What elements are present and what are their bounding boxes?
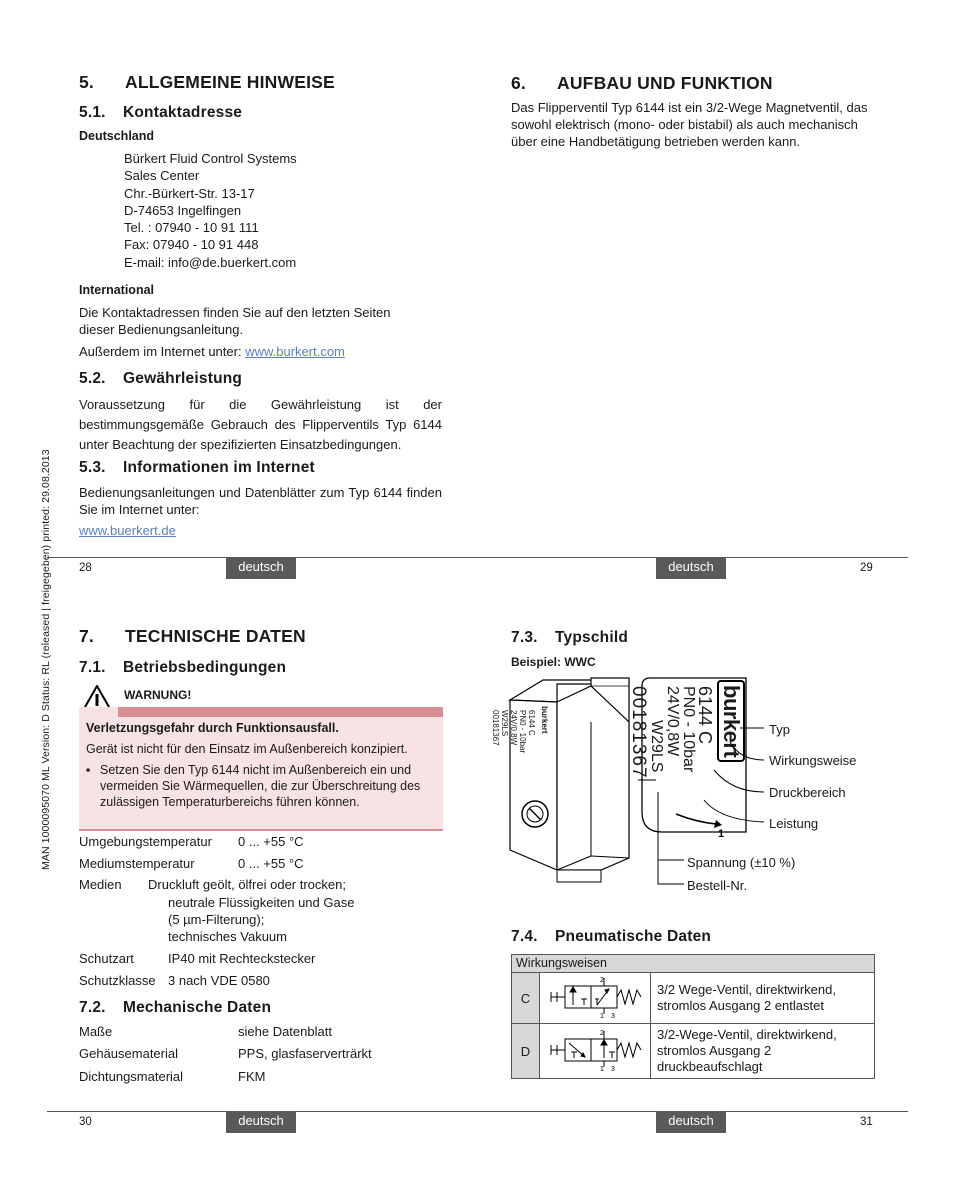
protection-value: IP40 mit Rechteckstecker bbox=[168, 951, 316, 966]
section-number: 5.1. bbox=[79, 104, 106, 121]
heading-7-2 bbox=[79, 999, 271, 1016]
mini-line: W29LS bbox=[500, 710, 509, 737]
function-description: 3/2 Wege-Ventil, direktwirkend, stromlos Ausgang 2 entlastet bbox=[651, 973, 875, 1024]
international-label: International bbox=[79, 283, 155, 297]
section-number: 5. bbox=[79, 72, 94, 92]
heading-section-6 bbox=[511, 75, 773, 92]
table-header: Wirkungsweisen bbox=[512, 955, 875, 973]
heading-5-1 bbox=[79, 104, 242, 121]
valve-symbol-c-icon bbox=[540, 973, 651, 1024]
plate-line-type: 6144 C bbox=[695, 686, 715, 745]
section-title: Informationen im Internet bbox=[123, 459, 315, 476]
condition-label: Umgebungstemperatur bbox=[79, 834, 212, 849]
burkert-com-link[interactable]: www.burkert.com bbox=[245, 344, 345, 359]
heading-7-3 bbox=[511, 629, 628, 646]
protection-class-value: 3 nach VDE 0580 bbox=[168, 973, 270, 988]
svg-text:2: 2 bbox=[600, 977, 604, 984]
address-line: D-74653 Ingelfingen bbox=[124, 202, 242, 218]
svg-text:3: 3 bbox=[611, 1013, 615, 1018]
address-line: Sales Center bbox=[124, 168, 200, 184]
svg-text:3: 3 bbox=[611, 1066, 615, 1071]
section-title: Betriebsbedingungen bbox=[123, 659, 287, 676]
function-text: Das Flipperventil Typ 6144 ist ein 3/2-Wege Magnetventil, das sowohl elektrisch (mono- oder bistabil) als auch mechanisch über eine Handbetätigung betrieben werden kann. bbox=[511, 100, 868, 149]
heading-section-5 bbox=[79, 74, 335, 91]
warning-label: WARNUNG! bbox=[124, 688, 192, 702]
svg-text:2: 2 bbox=[600, 1030, 604, 1037]
media-line: Druckluft geölt, ölfrei oder trocken; bbox=[148, 877, 346, 892]
mini-brand: burkert bbox=[540, 706, 549, 734]
footer-rule bbox=[47, 1111, 908, 1112]
section-number: 5.3. bbox=[79, 459, 106, 476]
section-number: 7.3. bbox=[511, 629, 538, 646]
section-title: Typschild bbox=[555, 629, 628, 646]
section-number: 7.4. bbox=[511, 928, 538, 945]
section-title: AUFBAU UND FUNKTION bbox=[557, 73, 773, 93]
address-line: Chr.-Bürkert-Str. 13-17 bbox=[124, 185, 255, 201]
page-number: 29 bbox=[860, 562, 873, 574]
mech-value: PPS, glasfaserverträrkt bbox=[238, 1046, 372, 1061]
section-title: Gewährleistung bbox=[123, 370, 243, 387]
protection-label: Schutzart bbox=[79, 951, 134, 966]
mech-value: FKM bbox=[238, 1069, 266, 1084]
footer-rule bbox=[47, 557, 908, 558]
buerkert-de-link[interactable]: www.buerkert.de bbox=[79, 523, 176, 538]
heading-5-3 bbox=[79, 459, 315, 476]
language-tab: deutsch bbox=[656, 1111, 726, 1133]
language-tab: deutsch bbox=[226, 557, 296, 579]
mini-line: 24V/0,8W bbox=[509, 710, 518, 746]
media-label: Medien bbox=[79, 877, 122, 892]
function-description: 3/2-Wege-Ventil, direktwirkend, stromlos Ausgang 2 druckbeaufschlagt bbox=[651, 1024, 875, 1079]
section-title: TECHNISCHE DATEN bbox=[125, 626, 306, 646]
svg-text:1: 1 bbox=[718, 828, 725, 840]
heading-5-2 bbox=[79, 370, 242, 387]
heading-section-7 bbox=[79, 628, 306, 645]
bullet-icon: ▪ bbox=[86, 763, 91, 777]
mech-value: siehe Datenblatt bbox=[238, 1024, 332, 1039]
function-code: D bbox=[512, 1024, 540, 1079]
section-number: 6. bbox=[511, 73, 526, 93]
language-tab: deutsch bbox=[226, 1111, 296, 1133]
mech-label: Gehäusematerial bbox=[79, 1046, 178, 1061]
heading-7-4 bbox=[511, 928, 711, 945]
page-number: 31 bbox=[860, 1116, 873, 1128]
svg-text:1: 1 bbox=[600, 1066, 604, 1071]
callout-power: Leistung bbox=[769, 816, 819, 831]
example-label: Beispiel: WWC bbox=[511, 655, 596, 669]
warning-bullet-text: Setzen Sie den Typ 6144 nicht im Außenbereich ein und vermeiden Sie Wärmequellen, die zur Überschreitung des zulässigen Temperaturbereichs führen können. bbox=[100, 763, 421, 809]
mech-label: Dichtungsmaterial bbox=[79, 1069, 184, 1084]
protection-class-label: Schutzklasse bbox=[79, 973, 156, 988]
warning-bar bbox=[118, 707, 443, 717]
media-line: neutrale Flüssigkeiten und Gase bbox=[168, 895, 355, 910]
mini-line: 00181367 bbox=[491, 710, 500, 746]
table-row bbox=[512, 973, 875, 1024]
address-line: E-mail: info@de.buerkert.com bbox=[124, 254, 297, 270]
section-number: 7.1. bbox=[79, 659, 106, 676]
address-line: Fax: 07940 - 10 91 448 bbox=[124, 237, 259, 253]
address-line: Bürkert Fluid Control Systems bbox=[124, 151, 297, 166]
section-title: Mechanische Daten bbox=[123, 999, 272, 1016]
callout-function: Wirkungsweise bbox=[769, 753, 857, 768]
warranty-text: Voraussetzung für die Gewährleistung ist der bestimmungsgemäße Gebrauch des Flipperventils Typ 6144 unter Beachtung der spezifizierten Einsatzbedingungen. bbox=[79, 397, 442, 452]
valve-symbol-d-icon bbox=[540, 1024, 651, 1079]
address-line: Tel. : 07940 - 10 91 111 bbox=[124, 220, 259, 236]
page-number: 30 bbox=[79, 1116, 92, 1128]
plate-brand-logo: burkert bbox=[717, 680, 745, 762]
page-number: 28 bbox=[79, 562, 92, 574]
callout-voltage: Spannung (±10 %) bbox=[687, 855, 796, 870]
warning-content bbox=[86, 720, 436, 810]
international-text: Die Kontaktadressen finden Sie auf den letzten Seiten dieser Bedienungsanleitung. bbox=[79, 305, 391, 337]
warning-title: Verletzungsgefahr durch Funktionsausfall. bbox=[86, 721, 339, 735]
plate-line-power: W29LS bbox=[648, 720, 665, 773]
country-label: Deutschland bbox=[79, 129, 155, 143]
info-text: Bedienungsanleitungen und Datenblätter zum Typ 6144 finden Sie im Internet unter: bbox=[79, 485, 442, 517]
section-title: ALLGEMEINE HINWEISE bbox=[125, 72, 335, 92]
section-number: 7. bbox=[79, 626, 94, 646]
language-tab: deutsch bbox=[656, 557, 726, 579]
document-status-vertical: MAN 1000095070 ML Version: D Status: RL (released | freigegeben) printed: 29.08.2013 bbox=[40, 449, 52, 870]
callout-order-number: Bestell-Nr. bbox=[687, 878, 747, 893]
mini-line: 6144 C bbox=[527, 710, 536, 736]
section-number: 5.2. bbox=[79, 370, 106, 387]
media-line: (5 µm-Filterung); bbox=[168, 912, 265, 927]
mech-label: Maße bbox=[79, 1024, 113, 1039]
condition-value: 0 ... +55 °C bbox=[238, 856, 304, 871]
address-block bbox=[124, 150, 297, 271]
media-line: technisches Vakuum bbox=[168, 929, 287, 944]
internet-prefix: Außerdem im Internet unter: bbox=[79, 344, 246, 359]
section-number: 7.2. bbox=[79, 999, 106, 1016]
warning-bullet bbox=[86, 762, 436, 810]
condition-value: 0 ... +55 °C bbox=[238, 834, 304, 849]
internet-line bbox=[79, 343, 345, 360]
plate-line-order-no: 00181367 bbox=[628, 686, 649, 779]
callout-type: Typ bbox=[769, 722, 790, 737]
section-title: Pneumatische Daten bbox=[555, 928, 712, 945]
condition-label: Mediumstemperatur bbox=[79, 856, 195, 871]
mini-line: PN0 - 10bar bbox=[518, 710, 527, 754]
section-title: Kontaktadresse bbox=[123, 104, 243, 121]
valve-mini-label bbox=[453, 704, 549, 754]
heading-7-1 bbox=[79, 659, 286, 676]
table-row bbox=[512, 1024, 875, 1079]
warning-text: Gerät ist nicht für den Einsatz im Außenbereich konzipiert. bbox=[86, 742, 408, 756]
plate-line-pressure: PN0 - 10bar bbox=[680, 686, 697, 773]
callout-pressure: Druckbereich bbox=[769, 785, 846, 800]
svg-text:1: 1 bbox=[600, 1013, 604, 1018]
plate-line-voltage: 24V/0,8W bbox=[664, 686, 681, 757]
function-table bbox=[511, 954, 875, 1079]
function-code: C bbox=[512, 973, 540, 1024]
